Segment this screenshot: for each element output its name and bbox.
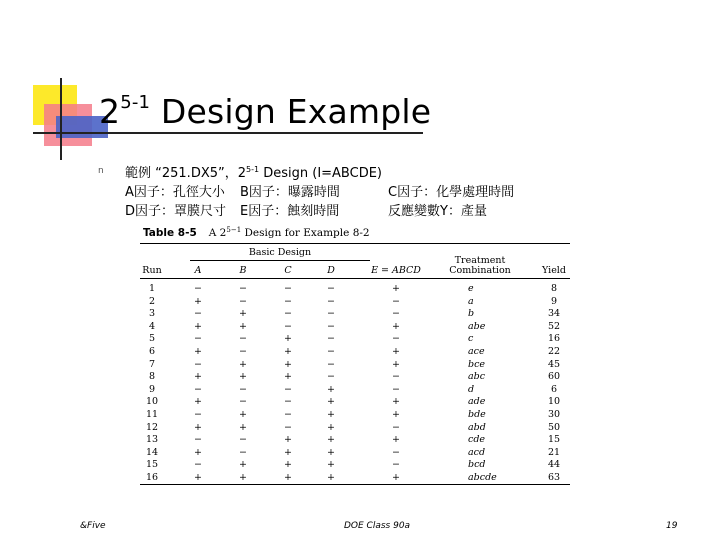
basic-design-rule xyxy=(190,260,370,261)
cell-b: − xyxy=(239,295,247,307)
cell-b: + xyxy=(239,421,247,433)
cell-tc: bcd xyxy=(468,459,486,471)
example-line-exponent: 5-1 xyxy=(246,165,260,174)
cell-run: 14 xyxy=(145,446,159,458)
cell-run: 10 xyxy=(145,396,159,408)
cell-e: − xyxy=(392,383,400,395)
cell-a: − xyxy=(194,383,202,395)
cell-c: + xyxy=(284,446,292,458)
cell-run: 12 xyxy=(145,421,159,433)
cell-y: 30 xyxy=(547,409,561,420)
cell-d: + xyxy=(327,434,335,446)
header-e: E = ABCD xyxy=(371,265,421,276)
cell-e: + xyxy=(392,358,400,370)
cell-a: + xyxy=(194,346,202,357)
cell-y: 15 xyxy=(547,434,561,446)
cell-y: 10 xyxy=(547,396,561,408)
cell-tc: abcde xyxy=(468,472,497,483)
cell-y: 21 xyxy=(547,446,561,458)
cell-e: + xyxy=(392,346,400,357)
title-base: 2 xyxy=(99,92,121,131)
cell-e: + xyxy=(392,409,400,420)
cell-tc: cde xyxy=(468,434,486,446)
cell-d: + xyxy=(327,396,335,408)
cell-c: + xyxy=(284,333,292,345)
slide-title xyxy=(99,92,431,131)
table-caption-pre: A 2 xyxy=(208,227,227,239)
title-rest: Design Example xyxy=(150,92,432,131)
cell-d: − xyxy=(327,358,335,370)
header-yield: Yield xyxy=(542,265,566,276)
cell-y: 22 xyxy=(547,346,561,357)
table-row xyxy=(140,472,570,485)
cell-tc: a xyxy=(468,295,474,307)
cell-c: + xyxy=(284,434,292,446)
cell-e: − xyxy=(392,295,400,307)
factor-d: D因子：罩膜尺寸 xyxy=(125,204,227,219)
table-row xyxy=(140,346,570,359)
cell-y: 63 xyxy=(547,472,561,483)
cell-b: − xyxy=(239,346,247,357)
table-row xyxy=(140,434,570,447)
cell-run: 8 xyxy=(148,371,156,383)
cell-run: 16 xyxy=(145,472,159,483)
cell-run: 1 xyxy=(148,283,156,294)
table-row xyxy=(140,396,570,409)
cell-b: + xyxy=(239,320,247,332)
cell-c: − xyxy=(284,308,292,320)
bullet-marker: n xyxy=(98,166,104,176)
factor-b: B因子：曝露時間 xyxy=(240,185,340,200)
cell-c: − xyxy=(284,295,292,307)
cell-y: 9 xyxy=(550,295,558,307)
cell-tc: abc xyxy=(468,371,486,383)
cell-a: + xyxy=(194,472,202,483)
table-row xyxy=(140,447,570,460)
cell-a: − xyxy=(194,308,202,320)
cell-e: − xyxy=(392,308,400,320)
cell-a: + xyxy=(194,295,202,307)
cell-d: − xyxy=(327,283,335,294)
cell-d: − xyxy=(327,371,335,383)
cell-tc: bce xyxy=(468,358,486,370)
cell-run: 6 xyxy=(148,346,156,357)
cell-y: 60 xyxy=(547,371,561,383)
footer-center: DOE Class 90a xyxy=(344,521,411,531)
cell-d: + xyxy=(327,421,335,433)
title-exponent: 5-1 xyxy=(120,92,151,113)
table-row xyxy=(140,371,570,384)
table-row xyxy=(140,359,570,372)
cell-c: + xyxy=(284,346,292,357)
cell-d: + xyxy=(327,446,335,458)
header-basic-design: Basic Design xyxy=(248,247,312,258)
factor-a: A因子：孔徑大小 xyxy=(125,185,225,200)
table-row xyxy=(140,384,570,397)
cell-e: − xyxy=(392,459,400,471)
table-caption-label: Table 8-5 xyxy=(143,227,197,239)
cell-d: − xyxy=(327,295,335,307)
cell-c: − xyxy=(284,383,292,395)
cell-c: + xyxy=(284,472,292,483)
cell-d: − xyxy=(327,320,335,332)
cell-b: + xyxy=(239,472,247,483)
cell-e: + xyxy=(392,396,400,408)
cell-c: + xyxy=(284,459,292,471)
cell-y: 34 xyxy=(547,308,561,320)
cell-e: − xyxy=(392,421,400,433)
cell-run: 11 xyxy=(145,409,159,420)
cell-c: − xyxy=(284,421,292,433)
header-c: C xyxy=(284,265,292,276)
cell-a: − xyxy=(194,459,202,471)
cell-b: − xyxy=(239,283,247,294)
cell-run: 5 xyxy=(148,333,156,345)
cell-tc: acd xyxy=(468,446,486,458)
cell-a: − xyxy=(194,434,202,446)
cell-run: 7 xyxy=(148,358,156,370)
cell-c: − xyxy=(284,396,292,408)
cell-y: 6 xyxy=(550,383,558,395)
table-row xyxy=(140,308,570,321)
cell-tc: abe xyxy=(468,320,486,332)
cell-run: 9 xyxy=(148,383,156,395)
footer-left: &Five xyxy=(80,521,106,531)
table-row xyxy=(140,459,570,472)
table-row xyxy=(140,321,570,334)
header-combination: Combination xyxy=(449,265,511,276)
cell-b: − xyxy=(239,333,247,345)
slide-number: 19 xyxy=(666,521,678,531)
cell-c: − xyxy=(284,409,292,420)
cell-a: + xyxy=(194,446,202,458)
cell-tc: ade xyxy=(468,396,486,408)
cell-b: − xyxy=(239,446,247,458)
cell-e: − xyxy=(392,371,400,383)
cell-tc: c xyxy=(468,333,474,345)
cell-y: 44 xyxy=(547,459,561,471)
cell-run: 4 xyxy=(148,320,156,332)
cell-b: + xyxy=(239,409,247,420)
cell-e: + xyxy=(392,283,400,294)
cell-b: + xyxy=(239,371,247,383)
cell-a: + xyxy=(194,371,202,383)
cell-a: − xyxy=(194,358,202,370)
cell-e: + xyxy=(392,320,400,332)
table-bottom-rule xyxy=(140,484,570,485)
cell-c: + xyxy=(284,358,292,370)
cell-e: + xyxy=(392,472,400,483)
example-line-pre: 範例 “251.DX5”，2 xyxy=(125,166,247,181)
table-row xyxy=(140,296,570,309)
cell-d: − xyxy=(327,333,335,345)
cell-b: + xyxy=(239,459,247,471)
cell-d: + xyxy=(327,383,335,395)
header-d: D xyxy=(327,265,335,276)
example-line xyxy=(125,162,382,181)
response-variable: 反應變數Y：產量 xyxy=(388,204,487,219)
table-caption xyxy=(143,226,370,239)
cell-c: + xyxy=(284,371,292,383)
cell-tc: ace xyxy=(468,346,485,357)
header-b: B xyxy=(239,265,247,276)
header-treatment: Treatment xyxy=(454,255,506,266)
cell-d: + xyxy=(327,472,335,483)
cell-y: 45 xyxy=(547,358,561,370)
cell-d: − xyxy=(327,346,335,357)
cell-tc: abd xyxy=(468,421,486,433)
cell-e: + xyxy=(392,434,400,446)
header-a: A xyxy=(194,265,202,276)
cell-tc: b xyxy=(468,308,475,320)
cell-a: + xyxy=(194,320,202,332)
table-row xyxy=(140,333,570,346)
cell-d: + xyxy=(327,409,335,420)
cell-run: 2 xyxy=(148,295,156,307)
cell-c: − xyxy=(284,283,292,294)
title-underline xyxy=(33,132,423,134)
cell-b: + xyxy=(239,358,247,370)
cell-a: − xyxy=(194,283,202,294)
cell-run: 13 xyxy=(145,434,159,446)
cell-run: 15 xyxy=(145,459,159,471)
table-caption-exponent: 5−1 xyxy=(226,226,242,234)
table-row xyxy=(140,422,570,435)
factor-e: E因子：蝕刻時間 xyxy=(240,204,340,219)
cell-b: − xyxy=(239,396,247,408)
cell-c: − xyxy=(284,320,292,332)
cell-b: + xyxy=(239,308,247,320)
cell-a: + xyxy=(194,421,202,433)
cell-a: − xyxy=(194,409,202,420)
table-caption-post: Design for Example 8-2 xyxy=(241,227,370,239)
cell-a: + xyxy=(194,396,202,408)
cell-run: 3 xyxy=(148,308,156,320)
cell-y: 50 xyxy=(547,421,561,433)
cell-tc: d xyxy=(468,383,475,395)
decor-vertical-line xyxy=(60,78,62,160)
cell-b: − xyxy=(239,434,247,446)
cell-d: + xyxy=(327,459,335,471)
cell-b: − xyxy=(239,383,247,395)
table-row xyxy=(140,283,570,296)
table-row xyxy=(140,409,570,422)
table-top-rule xyxy=(140,243,570,244)
cell-e: − xyxy=(392,333,400,345)
table-header-rule xyxy=(140,278,570,279)
cell-a: − xyxy=(194,333,202,345)
cell-tc: bde xyxy=(468,409,486,420)
header-run: Run xyxy=(142,265,162,276)
example-line-post: Design (I=ABCDE) xyxy=(259,166,382,181)
cell-e: − xyxy=(392,446,400,458)
cell-tc: e xyxy=(468,283,474,294)
cell-y: 8 xyxy=(550,283,558,294)
cell-y: 16 xyxy=(547,333,561,345)
cell-d: − xyxy=(327,308,335,320)
factor-c: C因子：化學處理時間 xyxy=(388,185,515,200)
cell-y: 52 xyxy=(547,320,561,332)
